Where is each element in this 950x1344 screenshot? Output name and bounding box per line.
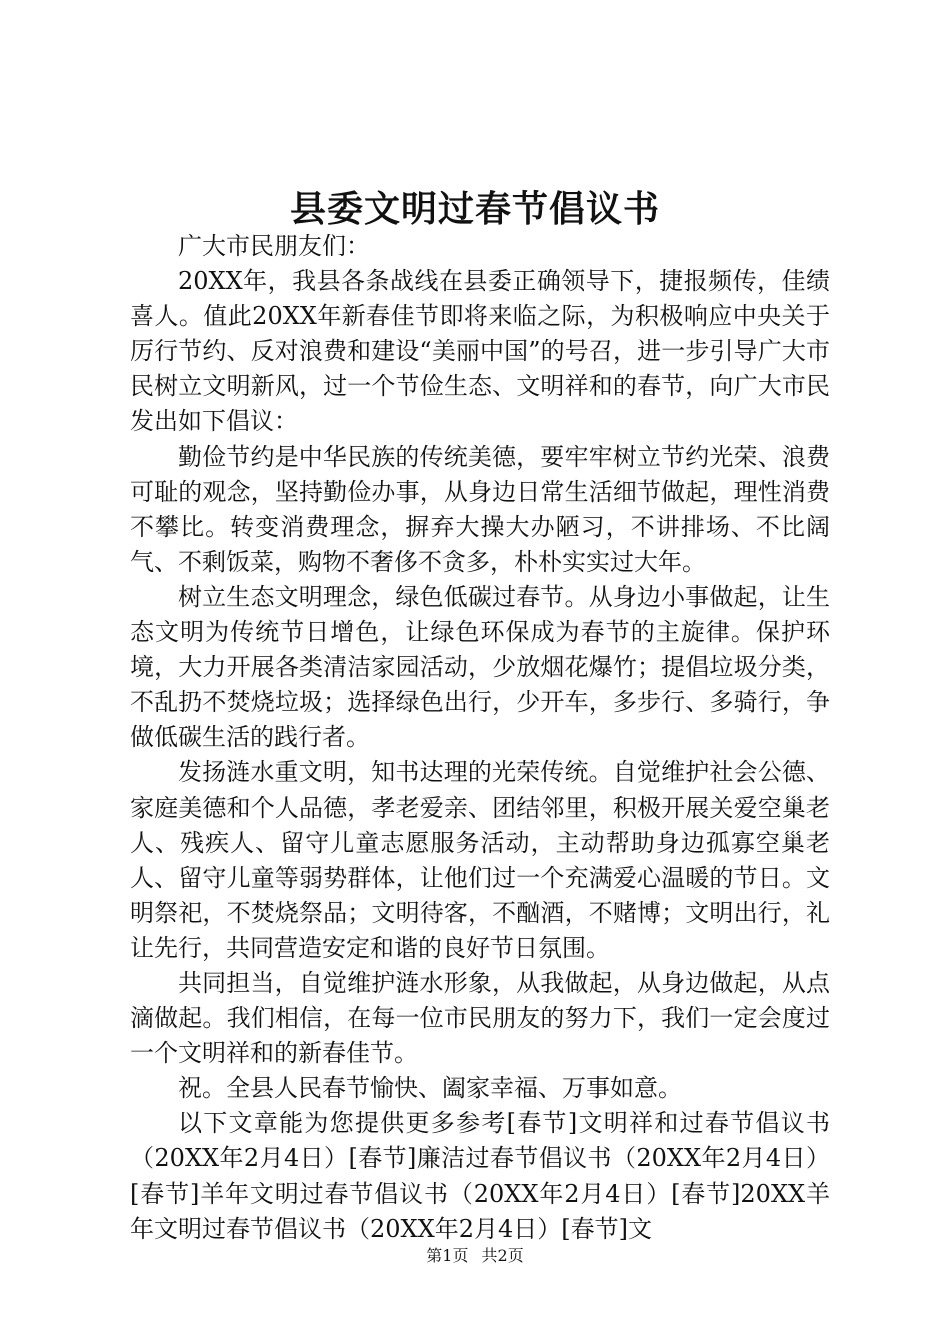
- page-footer: [0, 1244, 950, 1268]
- paragraph-related-articles: 以下文章能为您提供更多参考[春节]文明祥和过春节倡议书（20XX年2月4日）[春节]廉洁过春节倡议书（20XX年2月4日）[春节]羊年文明过春节倡议书（20XX年2月4日）[春节]20XX羊年文明过春节倡议书（20XX年2月4日）[春节]文: [130, 1109, 830, 1243]
- paragraph-ecology: 树立生态文明理念，绿色低碳过春节。从身边小事做起，让生态文明为传统节日增色，让绿色环保成为春节的主旋律。保护环境，大力开展各类清洁家园活动，少放烟花爆竹；提倡垃圾分类，不乱扔不焚烧垃圾；选择绿色出行，少开车，多步行、多骑行，争做低碳生活的践行者。: [130, 582, 830, 752]
- page-number: 第1页: [426, 1246, 469, 1265]
- document-body: [130, 229, 830, 1247]
- paragraph-tradition: 发扬涟水重文明，知书达理的光荣传统。自觉维护社会公德、家庭美德和个人品德，孝老爱亲、团结邻里，积极开展关爱空巢老人、残疾人、留守儿童志愿服务活动，主动帮助身边孤寡空巢老人、留守儿童等弱势群体，让他们过一个充满爱心温暖的节日。文明祭祀，不焚烧祭品；文明待客，不酗酒，不赌博；文明出行，礼让先行，共同营造安定和谐的良好节日氛围。: [130, 758, 830, 962]
- paragraph-responsibility: 共同担当，自觉维护涟水形象，从我做起，从身边做起，从点滴做起。我们相信，在每一位市民朋友的努力下，我们一定会度过一个文明祥和的新春佳节。: [130, 968, 830, 1068]
- page-total: 共2页: [481, 1246, 524, 1265]
- paragraph-wishes: 祝。全县人民春节愉快、阖家幸福、万事如意。: [178, 1074, 682, 1103]
- paragraph-thrift: 勤俭节约是中华民族的传统美德，要牢牢树立节约光荣、浪费可耻的观念，坚持勤俭办事，从身边日常生活细节做起，理性消费不攀比。转变消费理念，摒弃大操大办陋习，不讲排场、不比阔气、不剩饭菜，购物不奢侈不贪多，朴朴实实过大年。: [130, 442, 830, 576]
- paragraph-intro: 20XX年，我县各条战线在县委正确领导下，捷报频传，佳绩喜人。值此20XX年新春佳节即将来临之际，为积极响应中央关于厉行节约、反对浪费和建设“美丽中国”的号召，进一步引导广大市民树立文明新风，过一个节俭生态、文明祥和的春节，向广大市民发出如下倡议：: [130, 267, 830, 436]
- greeting-line: 广大市民朋友们：: [178, 232, 370, 260]
- document-title: 县委文明过春节倡议书: [289, 188, 660, 230]
